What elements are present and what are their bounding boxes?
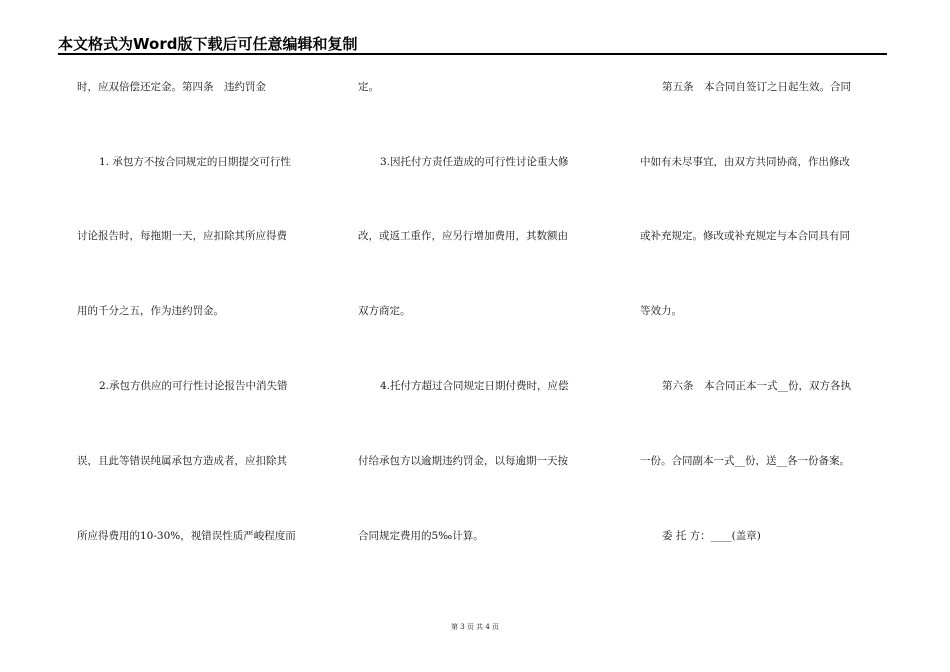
page-number-footer: 第 3 页 共 4 页 (450, 623, 500, 631)
text-line: 误，且此等错误纯属承包方造成者，应扣除其 (77, 455, 287, 467)
text-line: 等效力。 (640, 305, 682, 317)
text-line: 4.托付方超过合同规定日期付费时，应偿 (380, 380, 569, 392)
text-line: 一份。合同副本一式__份，送__各一份备案。 (640, 455, 850, 467)
text-column-2 (358, 0, 608, 672)
text-line: 时，应双倍偿还定金。第四条 违约罚金 (77, 81, 266, 93)
text-line: 用的千分之五，作为违约罚金。 (77, 305, 224, 317)
text-line: 定。 (358, 81, 379, 93)
text-line: 1. 承包方不按合同规定的日期提交可行性 (99, 156, 291, 168)
text-line: 2.承包方供应的可行性讨论报告中消失错 (99, 380, 288, 392)
text-line: 第六条 本合同正本一式__份，双方各执 (662, 380, 851, 392)
text-line: 3.因托付方责任造成的可行性讨论重大修 (380, 156, 569, 168)
text-line: 付给承包方以逾期违约罚金，以每逾期一天按 (358, 455, 568, 467)
text-line: 或补充规定。修改或补充规定与本合同具有同 (640, 230, 850, 242)
text-line: 委 托 方：____(盖章) (662, 530, 761, 542)
text-line: 合同规定费用的5‰计算。 (358, 530, 484, 542)
text-line: 讨论报告时，每拖期一天，应扣除其所应得费 (77, 230, 287, 242)
text-line: 第五条 本合同自签订之日起生效。合同 (662, 81, 851, 93)
text-line: 中如有未尽事宜，由双方共同协商，作出修改 (640, 156, 850, 168)
text-line: 改，或返工重作，应另行增加费用，其数额由 (358, 230, 568, 242)
document-header-title: 本文格式为Word版下载后可任意编辑和复制 (58, 35, 358, 53)
text-line: 所应得费用的10-30%，视错误性质严峻程度而 (77, 530, 296, 542)
text-column-1 (77, 0, 327, 672)
text-column-3 (640, 0, 890, 672)
text-line: 双方商定。 (358, 305, 411, 317)
